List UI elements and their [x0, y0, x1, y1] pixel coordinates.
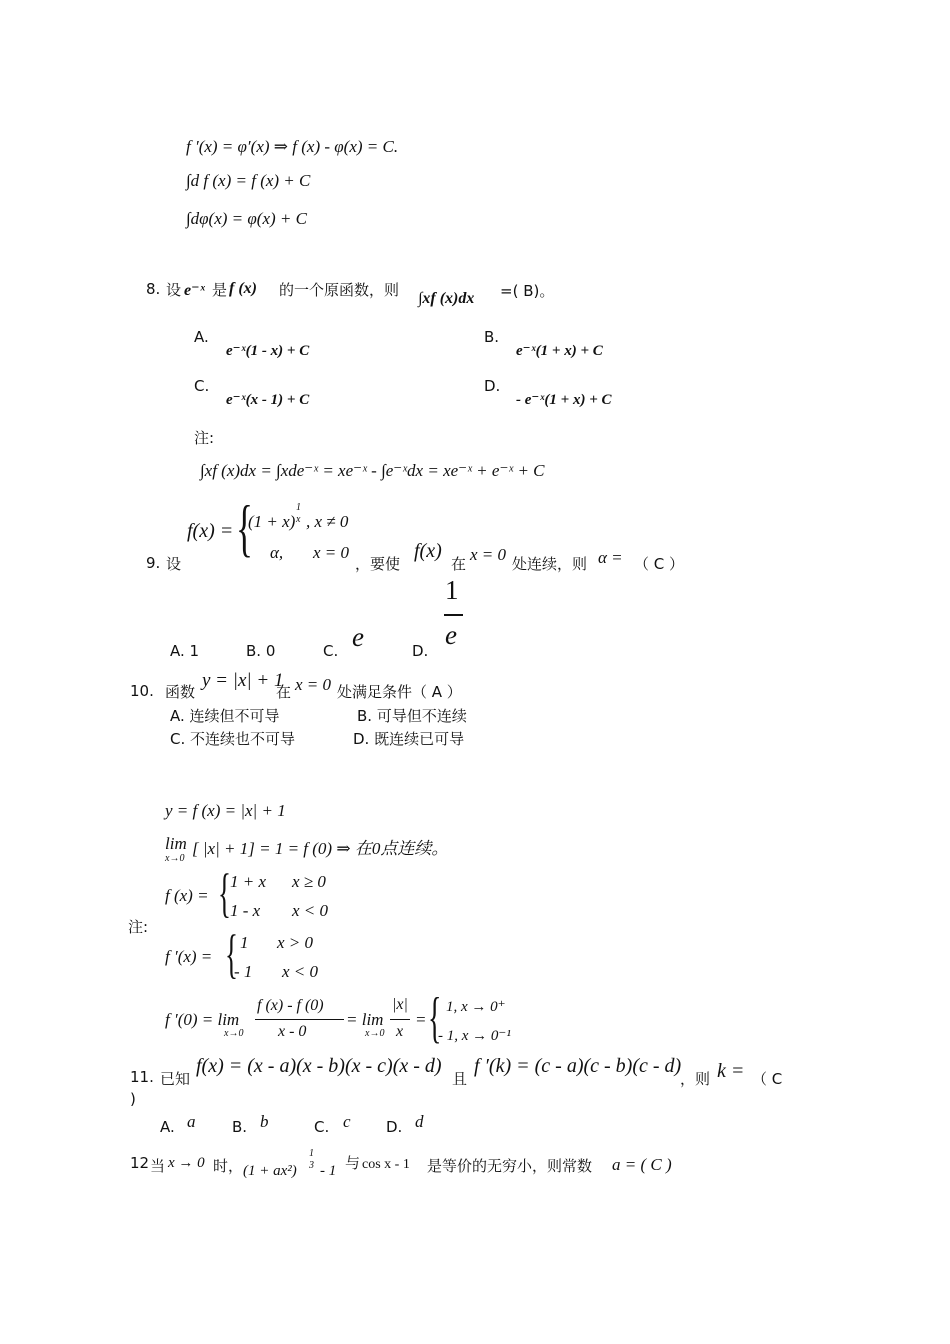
q9-x0: x = 0	[470, 545, 507, 564]
q10-function: y = |x| + 1	[202, 670, 284, 691]
q9-brace: {	[236, 492, 253, 563]
q10-note-fpx-brace: {	[225, 924, 238, 984]
q8-option-a-label: A.	[194, 328, 209, 346]
q9-text-4: 处连续，则	[512, 555, 588, 573]
q12-exp-den: 3	[309, 1160, 314, 1171]
q11-fx: f(x) = (x - a)(x - b)(x - c)(x - d)	[196, 1055, 442, 1077]
q11-fpk: f ′(k) = (c - a)(c - b)(c - d)	[474, 1055, 682, 1077]
q8-option-b-label: B.	[484, 328, 500, 346]
q11-option-d-label: D.	[386, 1118, 403, 1136]
q9-option-d-label: D.	[412, 642, 429, 660]
q8-integral: ∫xf (x)dx	[418, 290, 475, 307]
q10-note-fp0-num2: |x|	[392, 996, 408, 1013]
q8-note-label: 注:	[194, 429, 215, 447]
q9-option-c: e	[352, 622, 364, 652]
q9-alpha: α =	[598, 548, 623, 567]
q11-text-2: 且	[452, 1070, 468, 1088]
q10-note-fp0-sub2: x→0	[365, 1028, 385, 1039]
q8-option-c-label: C.	[194, 377, 210, 395]
q10-note-lim-sub: x→0	[165, 853, 185, 864]
q8-text-1: 设	[166, 281, 182, 299]
q10-option-d: D. 既连续已可导	[353, 730, 465, 748]
q9-lhs: f(x) =	[187, 520, 234, 542]
q10-number: 10.	[130, 682, 154, 700]
q11-option-c-label: C.	[314, 1118, 330, 1136]
q11-text-3: ，则	[680, 1070, 711, 1088]
q10-note-fp0-brace: {	[428, 987, 442, 1049]
q9-case1-exp-den: x	[296, 514, 301, 525]
q10-option-c: C. 不连续也不可导	[170, 730, 296, 748]
q10-note-fp0-den2: x	[396, 1023, 404, 1040]
q10-note-fp0-lhs: f ′(0) = lim	[165, 1010, 240, 1029]
top-formula-3: ∫dφ(x) = φ(x) + C	[186, 209, 307, 228]
q10-note-fx-lhs: f (x) =	[165, 886, 209, 905]
q11-option-c: c	[343, 1112, 351, 1131]
q8-text-3: 的一个原函数，则	[279, 281, 400, 299]
q9-answer: （ C ）	[634, 555, 685, 573]
q10-text-1: 函数	[165, 683, 196, 701]
q8-answer: =( B)。	[500, 282, 555, 300]
q9-case2-cond: x = 0	[313, 543, 350, 562]
q12-text-2: 时，	[213, 1157, 244, 1175]
q10-note-fp0-bar2	[390, 1019, 410, 1020]
q11-option-a-label: A.	[160, 1118, 175, 1136]
q10-note-fpx-case2: - 1	[234, 962, 253, 981]
q10-note-fp0-den: x - 0	[278, 1023, 307, 1040]
q12-answer: a = ( C )	[612, 1155, 672, 1174]
q11-k: k =	[717, 1060, 745, 1082]
q9-case1: (1 + x)	[248, 512, 296, 531]
q8-option-d-label: D.	[484, 377, 501, 395]
top-formula-2: ∫d f (x) = f (x) + C	[186, 171, 311, 190]
q9-case2: α,	[270, 543, 284, 562]
q10-note-fpx-case1: 1	[240, 933, 249, 952]
q9-option-a: A. 1	[170, 642, 200, 660]
q10-note-label: 注:	[128, 918, 149, 936]
q10-note-fx-case1: 1 + x	[230, 872, 267, 891]
q10-note-fp0-bar	[255, 1019, 344, 1020]
q8-ex: e⁻ˣ	[184, 282, 205, 299]
q10-note-fpx-case2-cond: x < 0	[282, 962, 319, 981]
q9-case1-cond: , x ≠ 0	[306, 512, 349, 531]
q12-expr1: (1 + ax²)	[243, 1163, 297, 1179]
q10-note-fp0-eq: =	[415, 1010, 427, 1029]
q9-number: 9.	[146, 554, 161, 572]
q12-exp-num: 1	[309, 1148, 314, 1159]
q11-option-b: b	[260, 1112, 269, 1131]
q9-text-1: 设	[166, 555, 182, 573]
q12-text-1: 当	[150, 1157, 166, 1175]
q10-note-fx-case2-cond: x < 0	[292, 901, 329, 920]
q10-note-lim: lim	[165, 834, 187, 853]
q9-option-b: B. 0	[246, 642, 276, 660]
q10-text-2: 在	[276, 683, 292, 701]
q10-note-fp0-mid: = lim	[346, 1010, 384, 1029]
q11-option-a: a	[187, 1112, 196, 1131]
q10-note-fpx-case1-cond: x > 0	[277, 933, 314, 952]
q11-text-1: 已知	[160, 1070, 191, 1088]
q11-option-d: d	[415, 1112, 424, 1131]
q8-option-c: e⁻ˣ(x - 1) + C	[226, 392, 310, 408]
q11-close-paren: )	[130, 1090, 136, 1108]
q11-number: 11.	[130, 1068, 154, 1086]
q12-expr2: cos x - 1	[362, 1157, 410, 1172]
q10-note-fp0-num: f (x) - f (0)	[257, 997, 324, 1014]
q9-text-2: ，要使	[355, 555, 401, 573]
q10-option-a: A. 连续但不可导	[170, 707, 280, 725]
q10-note-fx-case1-cond: x ≥ 0	[292, 872, 326, 891]
q11-answer: （ C	[752, 1070, 783, 1088]
q9-frac-den: e	[445, 620, 457, 650]
top-formula-1: f ′(x) = φ′(x) ⇒ f (x) - φ(x) = C.	[186, 137, 399, 156]
q11-option-b-label: B.	[232, 1118, 248, 1136]
q10-note-fp0-case1: 1, x → 0⁺	[446, 999, 506, 1015]
q9-text-3: 在	[451, 555, 467, 573]
q8-note-formula: ∫xf (x)dx = ∫xde⁻ˣ = xe⁻ˣ - ∫e⁻ˣdx = xe⁻ˣ + e⁻ˣ + C	[200, 461, 545, 480]
q10-note-fpx-lhs: f ′(x) =	[165, 947, 213, 966]
q10-note-line-1: y = f (x) = |x| + 1	[165, 801, 286, 820]
q10-note-fp0-case2: - 1, x → 0⁻¹	[438, 1028, 511, 1044]
q8-option-a: e⁻ˣ(1 - x) + C	[226, 343, 310, 359]
q8-fx: f (x)	[229, 280, 257, 297]
q12-cond: x → 0	[168, 1155, 205, 1171]
q8-option-b: e⁻ˣ(1 + x) + C	[516, 343, 603, 359]
q12-text-3: 与	[345, 1154, 361, 1172]
q10-x0: x = 0	[295, 675, 332, 694]
q10-note-fx-case2: 1 - x	[230, 901, 261, 920]
q9-frac-bar	[444, 614, 463, 616]
q12-text-4: 是等价的无穷小，则常数	[427, 1157, 593, 1175]
q10-note-fp0-sub: x→0	[224, 1028, 244, 1039]
q10-option-b: B. 可导但不连续	[357, 707, 467, 725]
q9-frac-num: 1	[445, 575, 459, 605]
q10-text-3: 处满足条件（ A ）	[337, 683, 462, 701]
q12-number: 12	[130, 1154, 150, 1172]
q9-option-c-label: C.	[323, 642, 339, 660]
q8-text-2: 是	[212, 281, 228, 299]
q12-expr1-tail: - 1	[320, 1163, 337, 1179]
q8-number: 8.	[146, 280, 161, 298]
q8-option-d: - e⁻ˣ(1 + x) + C	[516, 392, 612, 408]
q9-case1-exp-num: 1	[296, 502, 301, 513]
q10-note-fx-brace: {	[218, 863, 231, 923]
q10-note-line-2: [ |x| + 1] = 1 = f (0) ⇒ 在0点连续。	[192, 839, 449, 858]
q9-fx: f(x)	[414, 540, 442, 562]
